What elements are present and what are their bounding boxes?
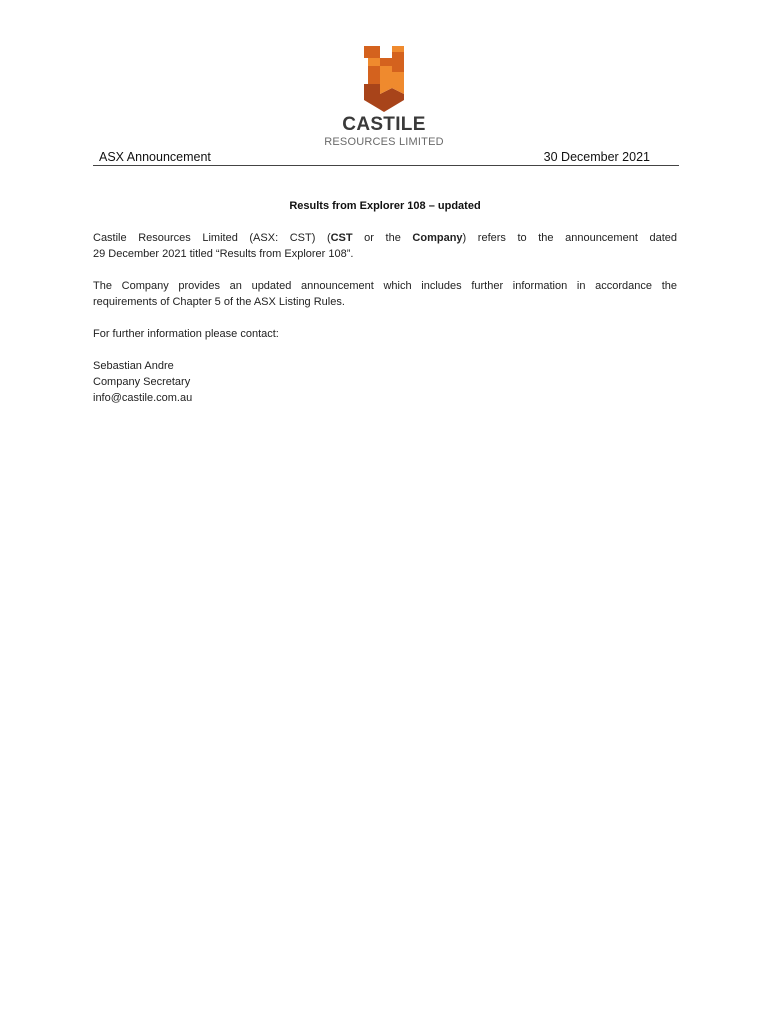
document-title: Results from Explorer 108 – updated (289, 200, 481, 212)
intro-line-2: 29 December 2021 titled “Results from Explorer 108”. (93, 248, 354, 260)
update-line-2: requirements of Chapter 5 of the ASX Listing Rules. (93, 296, 345, 308)
castile-logo (296, 44, 472, 150)
header-date: 30 December 2021 (543, 150, 650, 164)
update-line-1: The Company provides an updated announcement which includes further information in accordance the (93, 280, 677, 292)
contact-role: Company Secretary (93, 376, 191, 388)
contact-block (93, 358, 677, 406)
intro-line-1: Castile Resources Limited (ASX: CST) (CST or the Company) refers to the announcement dated (93, 232, 677, 244)
castile-emblem-icon (296, 44, 472, 116)
contact-email[interactable]: info@castile.com.au (93, 392, 193, 404)
intro-paragraph (93, 230, 677, 262)
header-label: ASX Announcement (99, 150, 211, 164)
update-paragraph (93, 278, 677, 310)
logo-name: CASTILE (342, 114, 426, 135)
contact-name: Sebastian Andre (93, 360, 174, 372)
announcement-header (93, 150, 679, 166)
logo-subtitle: RESOURCES LIMITED (324, 136, 444, 148)
contact-intro: For further information please contact: (93, 328, 279, 340)
